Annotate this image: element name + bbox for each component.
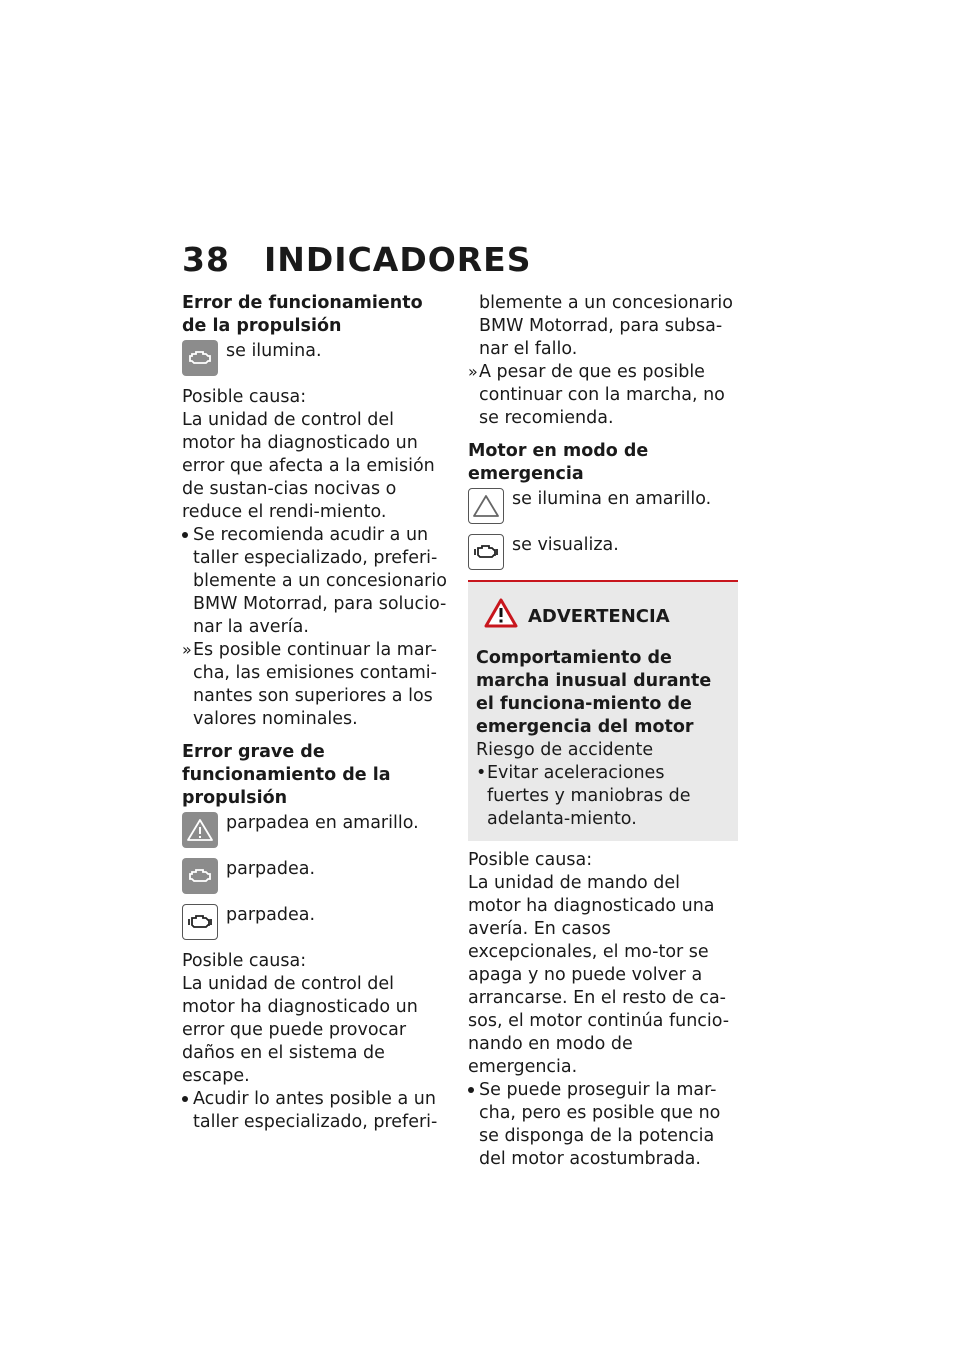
indicator-text: se ilumina en amarillo. [512, 489, 712, 509]
bullet-continuation: blemente a un concesionario BMW Motorrad, para subsa-nar el fallo. [479, 293, 733, 359]
right-column [468, 292, 738, 1171]
warning-bullet: • Evitar aceleraciones fuertes y maniobras de adelanta-miento. [476, 762, 728, 831]
section-title-emergency-mode: Motor en modo de emergencia [468, 441, 649, 484]
indicator-row [182, 812, 450, 848]
section-title-propulsion-error: Error de funcionamiento de la propulsión [182, 293, 423, 336]
warning-box [468, 580, 738, 841]
page-title [182, 240, 532, 279]
cause-text: La unidad de control del motor ha diagnosticado un error que puede provocar daños en el sistema de escape. [182, 974, 418, 1086]
section-title-severe-error: Error grave de funcionamiento de la propulsión [182, 742, 391, 808]
indicator-row [182, 340, 450, 376]
warning-risk: Riesgo de accidente [476, 740, 654, 760]
chapter-title: INDICADORES [264, 240, 532, 279]
warning-triangle-red-icon [484, 598, 518, 635]
warning-label: ADVERTENCIA [528, 606, 670, 627]
cause-label: Posible causa: [468, 850, 593, 870]
warning-title: Comportamiento de marcha inusual durante el funciona-miento de emergencia del motor [476, 648, 712, 737]
engine-display-icon [182, 904, 218, 940]
indicator-row [182, 858, 450, 894]
indicator-row [468, 488, 738, 524]
result-item: » Es posible continuar la mar-cha, las emisiones contami-nantes son superiores a los valores nominales. [182, 639, 450, 731]
result-item: » A pesar de que es posible continuar con la marcha, no se recomienda. [468, 361, 738, 430]
bullet-item: Acudir lo antes posible a un taller especializado, preferi- [182, 1088, 450, 1134]
cause-label: Posible causa: [182, 951, 307, 971]
bullet-item: Se recomienda acudir a un taller especializado, preferi-blemente a un concesionario BMW Motorrad, para solucio-nar la avería. [182, 524, 450, 639]
page-number: 38 [182, 240, 230, 279]
engine-display-icon [468, 534, 504, 570]
general-warning-triangle-icon [182, 812, 218, 848]
engine-warning-icon [182, 858, 218, 894]
indicator-text: se ilumina. [226, 341, 322, 361]
left-column [182, 292, 450, 1134]
cause-text: La unidad de mando del motor ha diagnosticado una avería. En casos excepcionales, el mo-tor se apaga y no puede volver a arrancarse. En el resto de ca-sos, el motor continúa funcio-nando en modo de emergencia. [468, 873, 730, 1077]
indicator-row [182, 904, 450, 940]
indicator-text: parpadea. [226, 905, 316, 925]
cause-text: La unidad de control del motor ha diagnosticado un error que afecta a la emisión de sustan-cias nocivas o reduce el rendi-miento. [182, 410, 435, 522]
indicator-text: parpadea. [226, 859, 316, 879]
indicator-text: se visualiza. [512, 535, 619, 555]
bullet-item: Se puede proseguir la mar-cha, pero es posible que no se disponga de la potencia del motor acostumbrada. [468, 1079, 738, 1171]
indicator-text: parpadea en amarillo. [226, 813, 419, 833]
engine-warning-icon [182, 340, 218, 376]
cause-label: Posible causa: [182, 387, 307, 407]
indicator-row [468, 534, 738, 570]
general-warning-triangle-icon [468, 488, 504, 524]
warning-header [476, 598, 728, 635]
